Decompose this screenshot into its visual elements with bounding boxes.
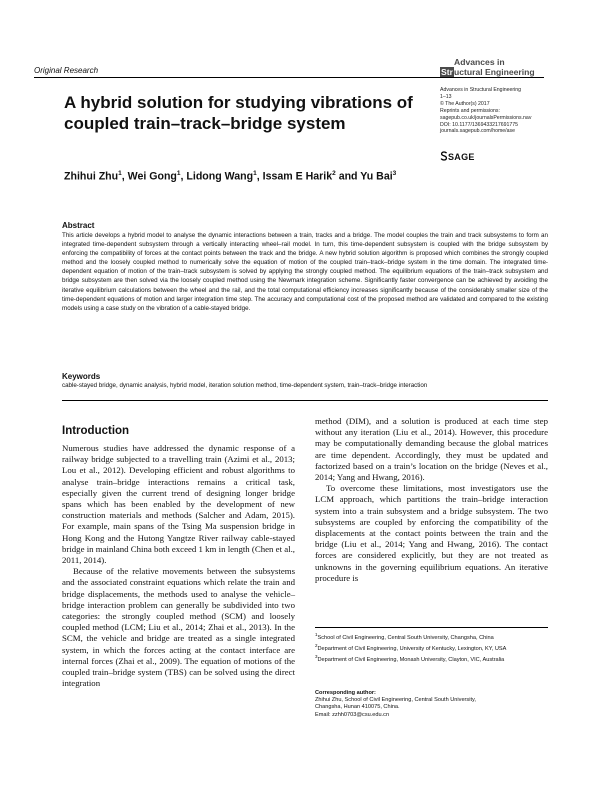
affiliation-text: Department of Civil Engineering, Monash University, Clayton, VIC, Australia (317, 656, 505, 663)
author-affil-sup: 2 (332, 170, 336, 177)
body-paragraph: method (DIM), and a solution is produced at each time step without any iteration (Liu et al., 2014). However, this procedure may be computationally demanding because the global matrices are time dependent. Accordingly, they must be updated and factorized based on a train’s location on the bridge (Neves et al., 2014; Yang and Hwang, 2016). (315, 416, 548, 483)
publisher-logo (440, 151, 475, 162)
affiliations (315, 632, 551, 665)
affiliation-sup: 2 (315, 642, 318, 648)
meta-line: Reprints and permissions: (440, 107, 500, 114)
sage-icon (440, 151, 448, 161)
journal-logo (440, 57, 535, 77)
meta-line[interactable]: journals.sagepub.com/home/ase (440, 128, 515, 135)
abstract-text: This article develops a hybrid model to analyse the dynamic interactions between a train, tracks and a bridge. The model couples the train and track subsystems to form an integrated time-dependent subsystem through a vertically interacting wheel–rail model. In turn, this time-dependent subsystem is coupled with the bridge subsystem by enforcing the compatibility of forces at the contact points between the track and the bridge. A new hybrid solution algorithm is proposed which combines the strongly coupled method and the loosely coupled method to numerically solve the equation of motion of the coupled train–track–bridge system in the time domain. The integrated time-dependent equation of motion of the train–track subsystem is solved by applying the strongly coupled method. The equilibrium equations of the train–track subsystem and bridge subsystem are then solved via the loosely coupled method using the Newmark integration scheme. Significantly faster convergence can be achieved by avoiding the iterative equilibrium calculations between the wheel and the rail, and the total computational efficiency increases significantly because of the considerably smaller size of the time-dependent equations of motion and larger integration time step. The accuracy and computational cost of the proposed method are validated and compared to the existing models using a case study on the vibration of a cable-stayed bridge. (62, 232, 548, 312)
author-affil-sup: 3 (392, 170, 397, 177)
article-meta (440, 87, 560, 135)
affiliation-sup: 3 (315, 653, 318, 659)
meta-line: sagepub.co.uk/journalsPermissions.nav (440, 114, 532, 121)
author-name: Yu Bai (360, 170, 393, 183)
body-paragraph: Because of the relative movements between the subsystems and the associated constraint equations which relate the train and bridge displacements, the methods used to analyse the vehicle–bridge interaction problem can generally be subdivided into two categories: the strongly coupled method (SCM) and loosely coupled method (LCM; Liu et al., 2014; Zhai et al., 2013). In the SCM, the vehicle and bridge are treated as a single integrated system, in which the forces acting at the contact interface are internal forces (Zhai et al., 2009). The equation of motions of the coupled train–bridge system (TBS) can be solved using the direct integration (62, 566, 295, 689)
author-affil-sup: 1 (118, 170, 122, 177)
footnote-rule (315, 627, 548, 628)
affiliation (315, 632, 551, 641)
corresponding-heading: Corresponding author: (315, 690, 376, 696)
journal-name-line1: Advances in (454, 57, 505, 67)
body-paragraph: To overcome these limitations, most investigators use the LCM approach, which partitions the train–bridge interaction system into a train subsystem and a bridge subsystem. The two subsystems are coupled by enforcing the compatibility of the displacements at the contact points between the train and the bridge (Liu et al., 2014; Yang and Hwang, 2016). The contact forces are considered explicitly, but they are not treated as unknowns in the governing equilibrium equations. An iterative procedure is (315, 483, 548, 583)
body-column-left (62, 443, 295, 689)
journal-name-line2 (440, 67, 535, 77)
journal-name-box: Str (441, 67, 453, 77)
keywords-heading: Keywords (62, 372, 101, 381)
body-paragraph: Numerous studies have addressed the dynamic response of a railway bridge subjected to a travelling train (Azimi et al., 2013; Lou et al., 2012). Developing efficient and robust algorithms to analyse train–bridge interactions remains a critical task, especially given the current trend of designing longer bridge spans which has been enabled by the development of new construction materials and methods (Salcher and Adam, 2015). For example, main spans of the Tsing Ma suspension bridge in Hong Kong and the Hutong Yangtze River railway cable-stayed bridge in mainland China both exceed 1 km in length (Chen et al., 2011, 2014). (62, 443, 295, 566)
author-sep: , (121, 170, 128, 183)
author-affil-sup: 1 (253, 170, 257, 177)
affiliation-text: School of Civil Engineering, Central South University, Changsha, China (317, 634, 494, 641)
meta-line: Advances in Structural Engineering (440, 87, 522, 93)
author-sep: , (256, 170, 263, 183)
article-title: A hybrid solution for studying vibrations of coupled train–track–bridge system (64, 93, 413, 133)
meta-line: DOI: 10.1177/1369433217691775 (440, 121, 519, 128)
corresponding-line: Changsha, Hunan 410075, China. (315, 704, 400, 711)
section-label: Original Research (34, 66, 99, 75)
affiliation (315, 654, 551, 663)
author-list (64, 170, 484, 183)
introduction-heading: Introduction (62, 425, 130, 437)
author-name: Zhihui Zhu (64, 170, 119, 183)
meta-line: © The Author(s) 2017 (440, 100, 490, 107)
author-affil-sup: 1 (176, 170, 181, 177)
body-column-right (315, 416, 548, 584)
corresponding-email[interactable]: Email: zzhh0703@csu.edu.cn (315, 711, 390, 718)
affiliation-text: Department of Civil Engineering, University of Kentucky, Lexington, KY, USA (317, 645, 507, 652)
section-divider (62, 400, 548, 401)
author-sep: and (335, 170, 361, 183)
author-name: Wei Gong (127, 170, 177, 183)
abstract-heading: Abstract (62, 221, 95, 230)
meta-line: 1–13 (440, 93, 452, 100)
author-sep: , (180, 170, 187, 183)
corresponding-line: Zhihui Zhu, School of Civil Engineering, Central South University, (315, 697, 476, 704)
author-name: Lidong Wang (186, 170, 254, 183)
header-rule (34, 77, 544, 78)
journal-name-rest: uctural Engineering (453, 67, 535, 77)
corresponding-author (315, 690, 551, 719)
keywords-text: cable-stayed bridge, dynamic analysis, hybrid model, iteration solution method, time-dependent system, train–track–bridge interaction (62, 382, 428, 389)
affiliation-sup: 1 (315, 632, 318, 637)
author-name: Issam E Harik (262, 170, 333, 183)
publisher-name: SAGE (448, 152, 475, 162)
affiliation (315, 643, 551, 652)
